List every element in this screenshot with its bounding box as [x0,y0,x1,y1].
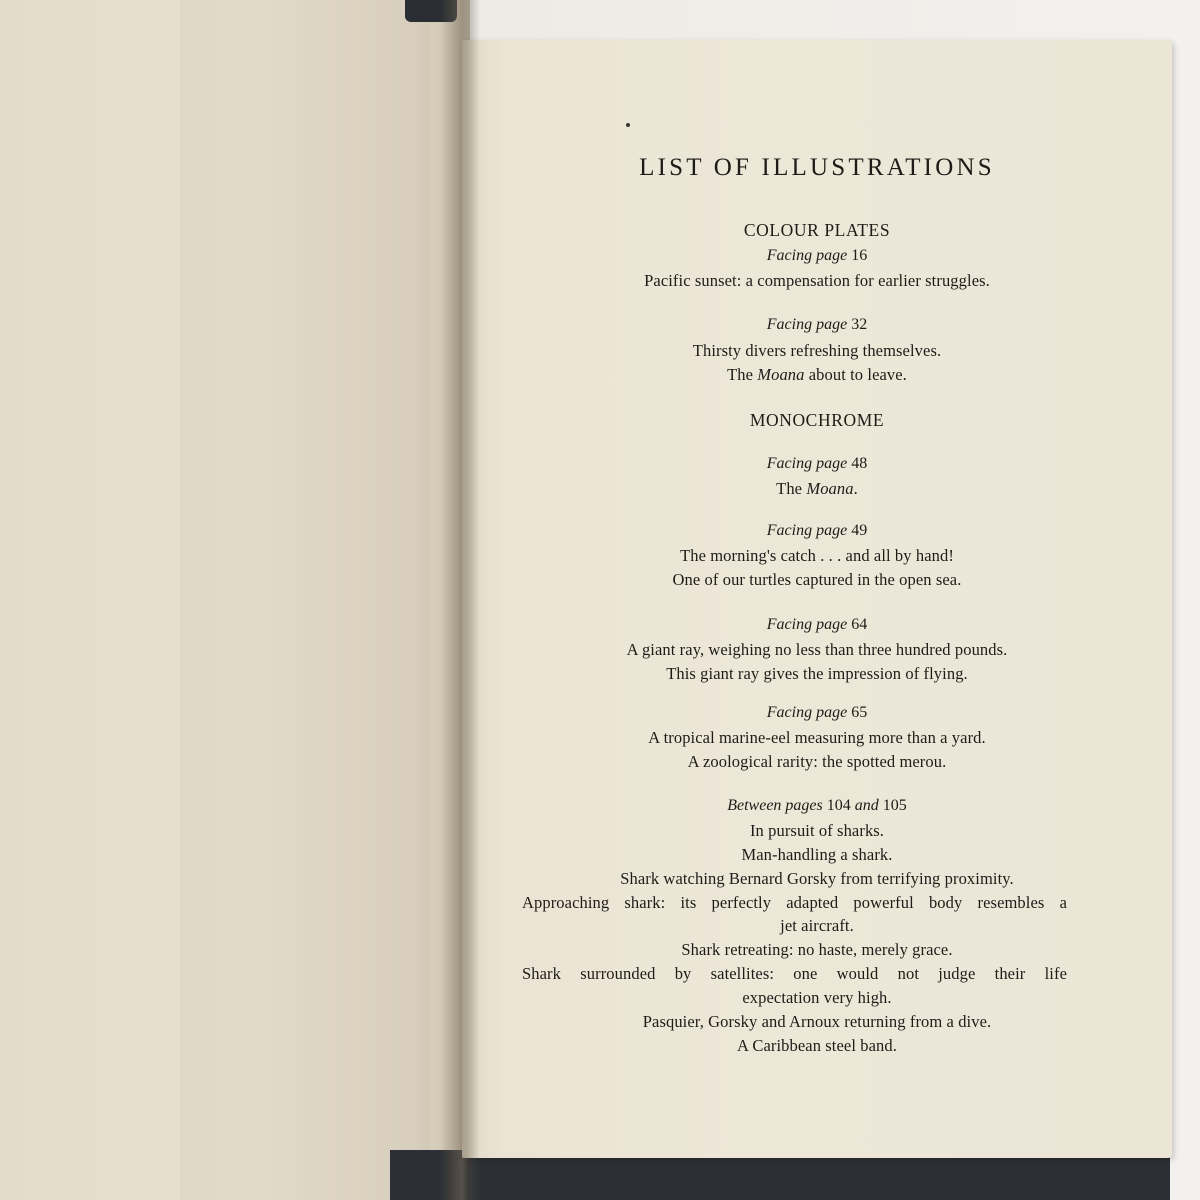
caption: The Moana. [776,479,858,498]
ship-name: Moana [806,479,854,498]
show-through-text [0,0,470,1200]
illustrations-list [462,40,1172,1158]
facing-page-label: Facing page 64 [766,616,868,633]
caption: Man-handling a shark. [741,845,893,864]
facing-page-label: Facing page 16 [766,247,868,264]
caption: One of our turtles captured in the open sea. [672,570,962,589]
right-page [462,40,1172,1158]
facing-page-label: Facing page 48 [766,455,868,472]
section-heading-monochrome: MONOCHROME [749,410,885,430]
caption: Approaching shark: its perfectly adapted powerful body resembles a [522,893,1067,912]
caption: Shark retreating: no haste, merely grace. [681,940,953,959]
ship-name: Moana [757,365,805,384]
caption: Pacific sunset: a compensation for earlier struggles. [644,271,990,290]
caption: This giant ray gives the impression of flying. [666,664,968,683]
caption: In pursuit of sharks. [749,821,885,840]
book-gutter-shadow [440,0,480,1200]
facing-page-label: Facing page 49 [766,522,868,539]
facing-page-label: Facing page 65 [766,704,868,721]
left-page [0,0,470,1200]
caption: A giant ray, weighing no less than three hundred pounds. [626,640,1008,659]
between-pages-label: Between pages 104 and 105 [727,797,907,814]
section-heading-colour-plates: COLOUR PLATES [743,220,891,240]
caption: Shark watching Bernard Gorsky from terrifying proximity. [620,869,1014,888]
caption: A zoological rarity: the spotted merou. [687,752,947,771]
caption: A Caribbean steel band. [737,1036,897,1055]
caption: The Moana about to leave. [727,365,907,384]
page-title: LIST OF ILLUSTRATIONS [639,154,995,181]
caption: Pasquier, Gorsky and Arnoux returning from a dive. [642,1012,992,1031]
facing-page-label: Facing page 32 [766,316,868,333]
caption: Shark surrounded by satellites: one would not judge their life [522,964,1067,983]
caption: Thirsty divers refreshing themselves. [692,341,942,360]
caption: The morning's catch . . . and all by hand! [680,546,954,565]
caption: A tropical marine-eel measuring more than a yard. [648,728,986,747]
paper-speck [626,123,630,127]
caption: jet aircraft. [780,916,854,935]
caption: expectation very high. [742,988,892,1007]
